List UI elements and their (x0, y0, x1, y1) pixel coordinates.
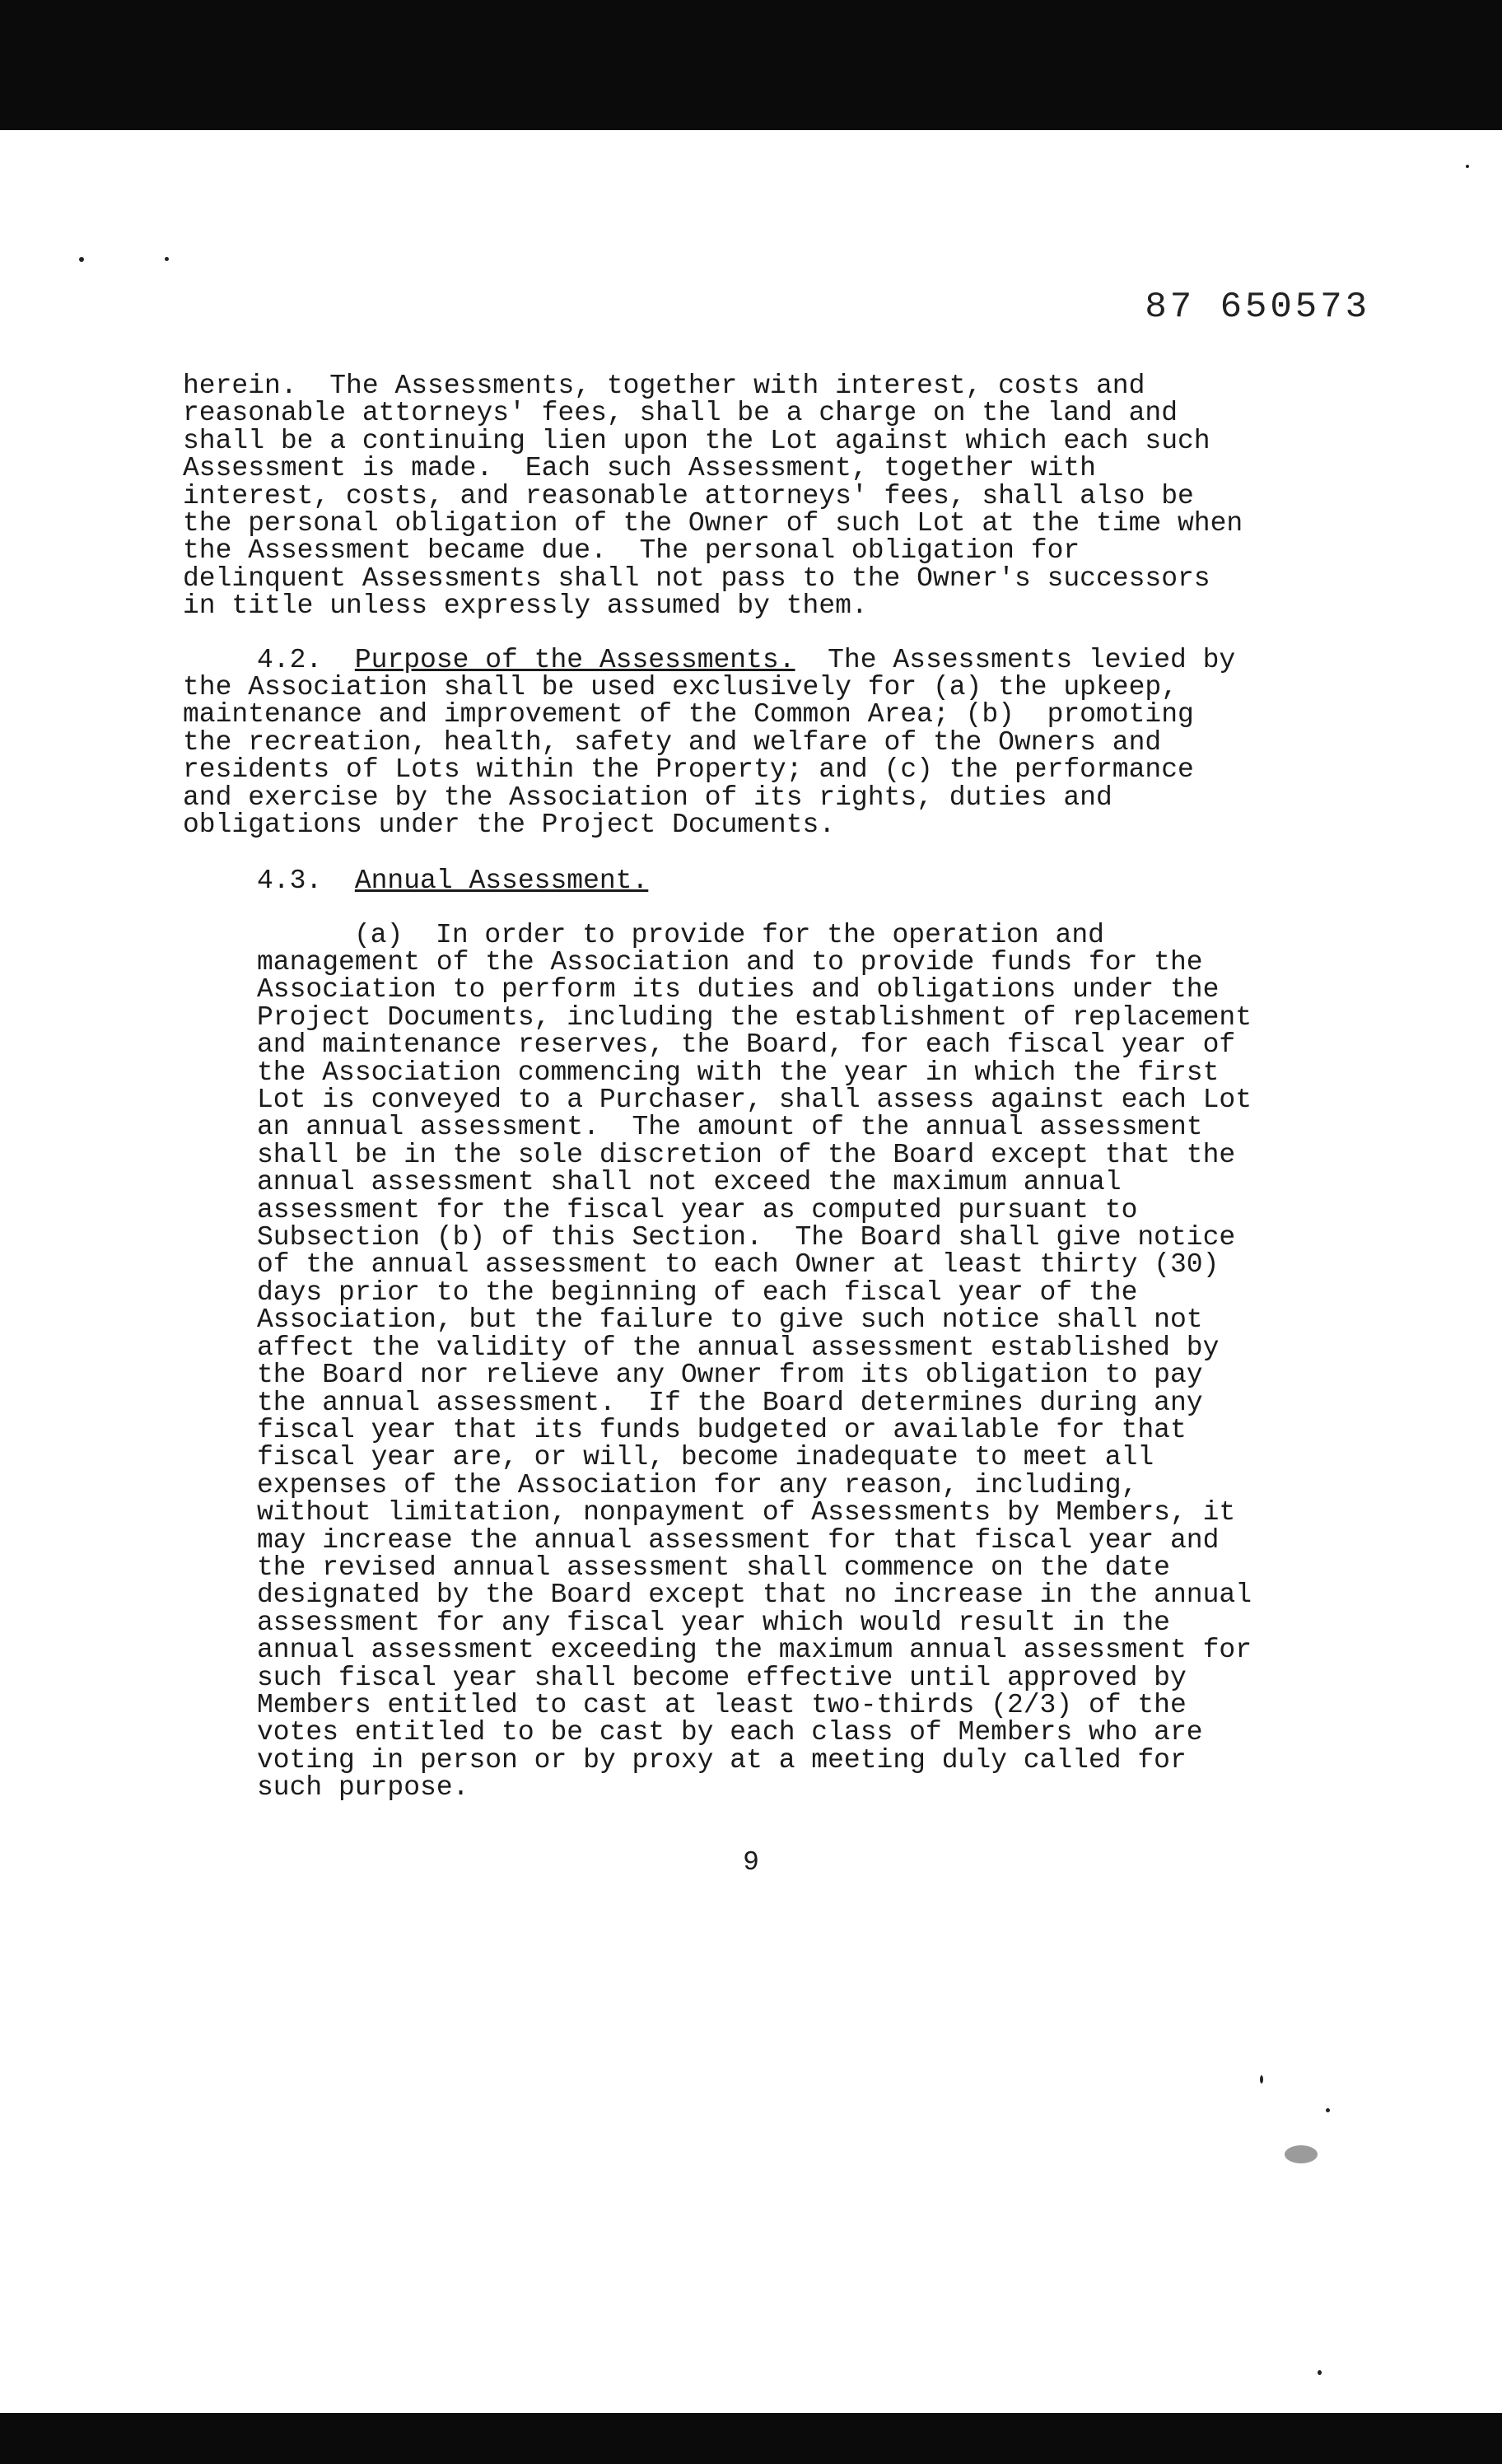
scan-speck (1285, 2145, 1318, 2163)
scan-border-bottom (0, 2413, 1502, 2464)
scan-speck (1326, 2108, 1330, 2112)
section-4-2-body: the Association shall be used exclusively for (a) the upkeep, maintenance and improvement of the Common Area; (b) promoting the recreation, health, safety and welfare of the Owners and residents of Lots within the Property; and (c) the performance and exercise by the Association of its rights, duties and obligations under the Project Documents. (183, 672, 1194, 841)
scan-speck (1466, 165, 1469, 168)
section-4-3-heading-line (257, 867, 648, 894)
page-number: 9 (743, 1847, 759, 1878)
section-heading: Annual Assessment. (354, 866, 649, 896)
subsection-a-first-line: (a) In order to provide for the operation and (354, 920, 1104, 950)
scan-speck (1260, 2075, 1263, 2084)
section-4-2-first-line (257, 646, 1235, 674)
scan-speck (79, 257, 84, 262)
section-number: 4.2. (257, 645, 323, 675)
scan-speck (165, 257, 169, 261)
paragraph-assessments-lien: herein. The Assessments, together with interest, costs and reasonable attorneys' fees, shall be a charge on the land and shall be a continuing lien upon the Lot against which each such Assessment is made. Each such Assessment, together with interest, costs, and reasonable attorneys' fees, shall also be the personal obligation of the Owner of such Lot at the time when the Assessment became due. The personal obligation for delinquent Assessments shall not pass to the Owner's successors in title unless expressly assumed by them. (183, 371, 1243, 622)
section-number: 4.3. (257, 866, 323, 896)
subsection-a-body: management of the Association and to provide funds for the Association to perform its duties and obligations under the Project Documents, including the establishment of replacement and maintenance reserves, the Board, for each fiscal year of the Association commencing with the year in which the first Lot is conveyed to a Purchaser, shall assess against each Lot an annual assessment. The amount of the annual assessment shall be in the sole discretion of the Board except that the annual assessment shall not exceed the maximum annual assessment for the fiscal year as computed pursuant to Subsection (b) of this Section. The Board shall give notice of the annual assessment to each Owner at least thirty (30) days prior to the beginning of each fiscal year of the Association, but the failure to give such notice shall not affect the validity of the annual assessment established by the Board nor relieve any Owner from its obligation to pay the annual assessment. If the Board determines during any fiscal year that its funds budgeted or available for that fiscal year are, or will, become inadequate to meet all expenses of the Association for any reason, including, without limitation, nonpayment of Assessments by Members, it may increase the annual assessment for that fiscal year and the revised annual assessment shall commence on the date designated by the Board except that no increase in the annual assessment for any fiscal year which would result in the annual assessment exceeding the maximum annual assessment for such fiscal year shall become effective until approved by Members entitled to cast at least two-thirds (2/3) of the votes entitled to be cast by each class of Members who are voting in person or by proxy at a meeting duly called for such purpose. (257, 947, 1252, 1804)
scan-border-top (0, 0, 1502, 130)
section-first-line-text: The Assessments levied by (828, 645, 1236, 675)
document-number: 87 650573 (1145, 287, 1370, 328)
section-heading: Purpose of the Assessments. (354, 645, 795, 675)
scan-speck (1318, 2370, 1322, 2375)
